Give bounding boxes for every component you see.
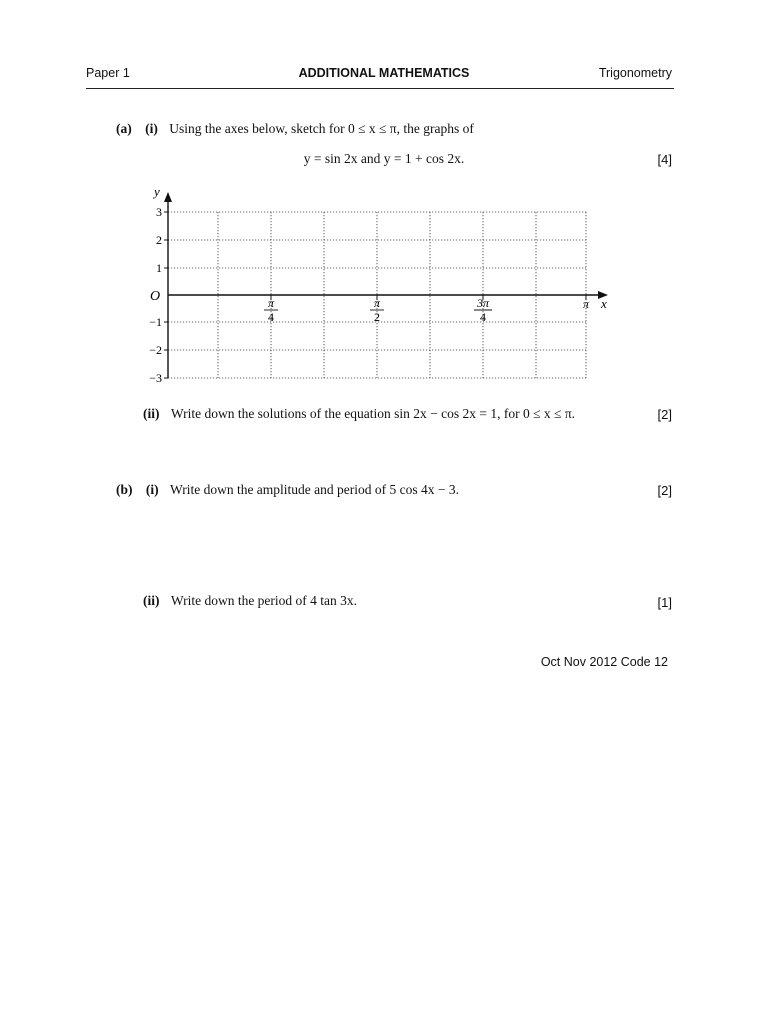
y-axis-label: y bbox=[154, 184, 160, 199]
question-b-i-text: Write down the amplitude and period of 5 cos 4x − 3. bbox=[170, 482, 460, 497]
y-axis-arrow-icon bbox=[164, 192, 172, 202]
x-tick-denominator: 4 bbox=[268, 310, 274, 324]
subpart-a-ii-label: (ii) bbox=[143, 406, 160, 421]
subpart-a-i-label: (i) bbox=[145, 121, 158, 136]
question-a-ii bbox=[143, 406, 575, 422]
marks-a-ii: [2] bbox=[657, 407, 672, 422]
part-b-label: (b) bbox=[116, 482, 133, 497]
x-tick-numerator: π bbox=[267, 296, 275, 310]
question-a-i-text: Using the axes below, sketch for 0 ≤ x ≤ π, the graphs of bbox=[169, 121, 474, 136]
question-a-ii-text: Write down the solutions of the equation sin 2x − cos 2x = 1, for 0 ≤ x ≤ π. bbox=[170, 406, 576, 421]
x-end-label: π bbox=[582, 297, 590, 311]
subpart-b-ii-label: (ii) bbox=[143, 593, 160, 608]
y-tick-label: −1 bbox=[149, 315, 162, 329]
paper-label: Paper 1 bbox=[86, 66, 130, 80]
marks-a-i: [4] bbox=[657, 152, 672, 167]
x-tick-numerator: π bbox=[373, 296, 381, 310]
header-rule bbox=[86, 88, 674, 89]
part-a-label: (a) bbox=[116, 121, 132, 136]
question-b-i bbox=[116, 482, 459, 498]
subpart-b-i-label: (i) bbox=[145, 482, 159, 497]
y-tick-label: −2 bbox=[149, 343, 162, 357]
y-tick-label: 1 bbox=[156, 261, 162, 275]
marks-b-i: [2] bbox=[657, 483, 672, 498]
subject-title: ADDITIONAL MATHEMATICS bbox=[298, 66, 470, 80]
question-b-ii bbox=[143, 593, 357, 609]
question-a-i bbox=[116, 121, 474, 137]
marks-b-ii: [1] bbox=[657, 595, 672, 610]
x-axis-label: x bbox=[601, 296, 607, 311]
origin-label: O bbox=[150, 289, 161, 304]
x-tick-denominator: 2 bbox=[374, 310, 380, 324]
topic-label: Trigonometry bbox=[598, 66, 672, 80]
question-b-ii-text: Write down the period of 4 tan 3x. bbox=[170, 593, 358, 608]
y-tick-label: 2 bbox=[156, 233, 162, 247]
equation-a-i: y = sin 2x and y = 1 + cos 2x. bbox=[303, 151, 465, 166]
y-tick-label: 3 bbox=[156, 205, 162, 219]
y-tick-label: −3 bbox=[149, 371, 162, 384]
exam-code: Oct Nov 2012 Code 12 bbox=[540, 655, 668, 669]
sketch-axes-grid[interactable] bbox=[140, 182, 620, 384]
x-tick-numerator: 3π bbox=[476, 296, 490, 310]
x-tick-denominator: 4 bbox=[480, 310, 486, 324]
